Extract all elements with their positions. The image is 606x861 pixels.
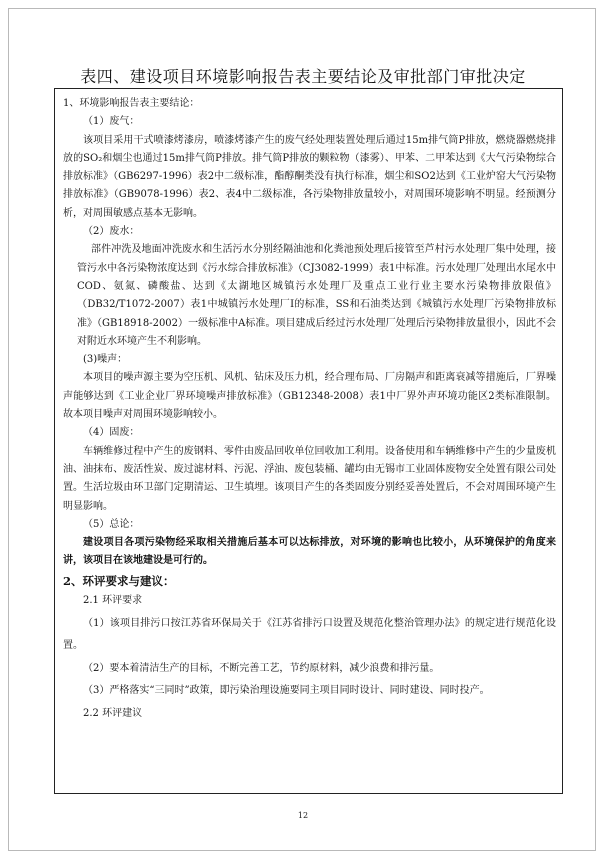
suggestions-subheading: 2.2 环评建议 [83, 707, 143, 719]
noise-paragraph: 本项目的噪声源主要为空压机、风机、钻床及压力机，经合理布局、厂房隔声和距离衰减等措施后，厂界噪声能够达到《工业企业厂界环境噪声排放标准》（GB12348-2008）表1中厂界外声环境功能区2类标准限制。故本项目噪声对周围环境影响较小。 [63, 372, 556, 421]
gas-heading: （1）废气： [83, 116, 140, 128]
page-number: 12 [297, 811, 309, 820]
conclusion-table [54, 88, 563, 794]
solid-waste-paragraph: 车辆维修过程中产生的废钢料、零件由废品回收单位回收加工利用。设备使用和车辆维修中产生的少量废机油、油抹布、废活性炭、废过滤材料、污泥、浮油、废包装桶、罐均由无锡市工业固体废物安全处置有限公司处置。生活垃圾由环卫部门定期清运、卫生填埋。该项目产生的各类固废分别经妥善处置后，不会对周围环境产生明显影响。 [63, 445, 556, 512]
water-paragraph: 部件冲洗及地面冲洗废水和生活污水分别经隔油池和化粪池预处理后接管至芦村污水处理厂集中处理，接管污水中各污染物浓度达到《污水综合排放标准》（CJ3082-1999）表1中标准。污水处理厂处理出水尾水中COD、氨氮、磷酸盐、达到《太湖地区城镇污水处理厂及重点工业行业主要水污染物排放限值》（DB32/T1072-2007）表1中城镇污水处理厂I的标准，SS和石油类达到《城镇污水处理厂污染物排放标准》（GB18918-2002）一级标准中A标准。项目建成后经过污水处理厂处理后污染物排放量很小，因此不会对附近水环境产生不利影响。 [77, 244, 556, 347]
requirement-1: （1）该项目排污口按江苏省环保局关于《江苏省排污口设置及规范化整治管理办法》的规定进行规范化设置。 [63, 617, 556, 652]
requirements-section [63, 590, 556, 725]
requirement-2: （2）要本着清洁生产的目标，不断完善工艺，节约原材料，减少浪费和排污量。 [83, 662, 440, 674]
summary-paragraph: 建设项目各项污染物经采取相关措施后基本可以达标排放，对环境的影响也比较小，从环境保护的角度来讲，该项目在该地建设是可行的。 [63, 537, 556, 567]
solid-waste-heading: （4）固废： [83, 427, 140, 439]
section1-heading: 1、环境影响报告表主要结论： [63, 98, 200, 109]
requirement-3: （3）严格落实“三同时”政策，即污染治理设施要同主项目同时设计、同时建设、同时投产。 [83, 685, 490, 697]
summary-heading: （5）总论： [83, 518, 140, 530]
gas-paragraph: 该项目采用干式喷漆烤漆房，喷漆烤漆产生的废气经处理装置处理后通过15m排气筒P排放，燃烧器燃烧排放的SO₂和烟尘也通过15m排气筒P排放。排气筒P排放的颗粒物（漆雾）、甲苯、二甲苯达到《大气污染物综合排放标准》（GB6297-1996）表2中二级标准，酯醇酮类没有执行标准，烟尘和SO2达到《工业炉窑大气污染物排放标准》（GB9078-1996）表2、表4中二级标准，各污染物排放量较小，对周围环境影响不明显。经预测分析，对周围敏感点基本无影响。 [63, 134, 556, 219]
water-heading: （2）废水： [83, 226, 140, 238]
section2-heading: 2、环评要求与建议： [63, 573, 175, 588]
requirements-subheading: 2.1 环评要求 [83, 595, 143, 607]
page-title: 表四、建设项目环境影响报告表主要结论及审批部门审批决定 [80, 67, 526, 86]
table-content [63, 95, 556, 725]
noise-heading: (3)噪声： [83, 354, 128, 366]
